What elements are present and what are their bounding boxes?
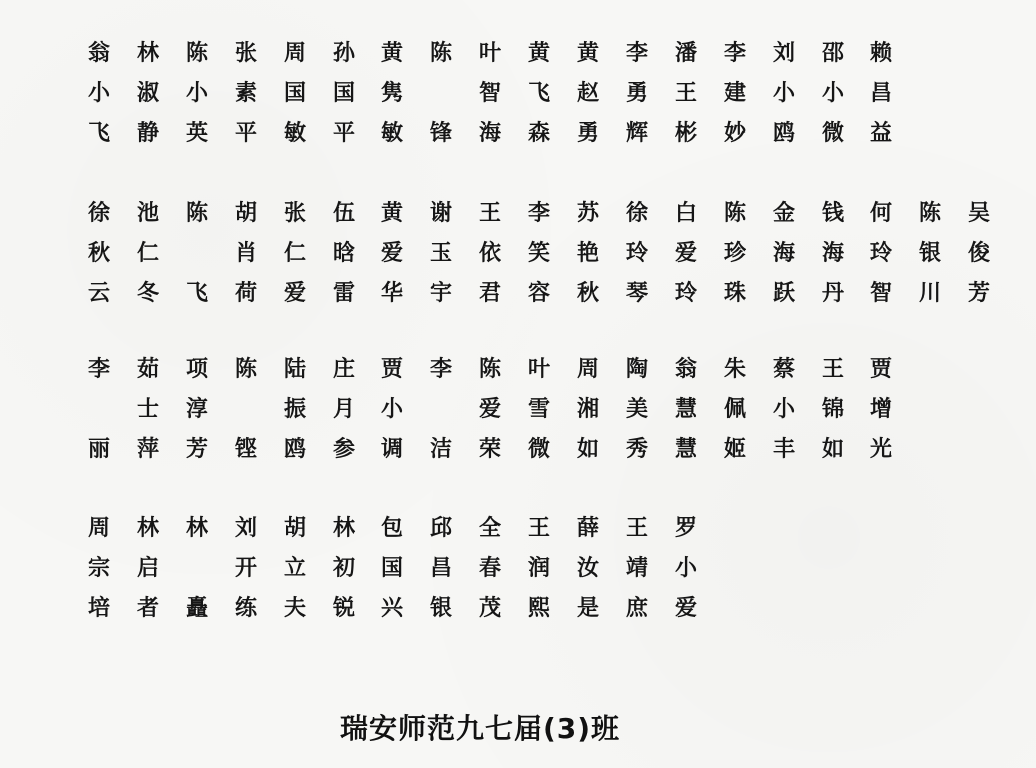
name-character: 夫 — [283, 596, 306, 621]
name-character: 勇 — [625, 81, 648, 106]
name-character: 练 — [234, 596, 257, 621]
name-character: 贾 — [869, 357, 892, 382]
name-character: 丰 — [772, 437, 795, 462]
name-character: 飞 — [527, 81, 550, 106]
name-character: 徐 — [625, 201, 648, 226]
name-character: 黄 — [380, 41, 403, 66]
name-character: 池 — [136, 201, 159, 226]
name-character: 黄 — [380, 201, 403, 226]
name-character: 秋 — [87, 241, 110, 266]
name-character: 孙 — [332, 41, 355, 66]
name-character: 智 — [869, 281, 892, 306]
name-character: 荣 — [478, 437, 501, 462]
name-character: 肖 — [234, 241, 257, 266]
name-character: 笑 — [527, 241, 550, 266]
name-character: 刘 — [234, 516, 257, 541]
name-character: 李 — [723, 41, 746, 66]
name-character: 仁 — [136, 241, 159, 266]
name-character: 宗 — [87, 556, 110, 581]
name-character: 微 — [821, 121, 844, 146]
name-character: 润 — [527, 556, 550, 581]
name-character: 谢 — [429, 201, 452, 226]
name-character: 白 — [674, 201, 697, 226]
name-character: 张 — [234, 41, 257, 66]
name-character: 洁 — [429, 437, 452, 462]
name-character: 罗 — [674, 516, 697, 541]
name-character: 益 — [869, 121, 892, 146]
name-character: 彬 — [674, 121, 697, 146]
name-character: 国 — [283, 81, 306, 106]
name-character: 邱 — [429, 516, 452, 541]
name-character: 者 — [136, 596, 159, 621]
name-character: 云 — [87, 281, 110, 306]
name-character: 蔡 — [772, 357, 795, 382]
name-character: 胡 — [283, 516, 306, 541]
name-character: 萍 — [136, 437, 159, 462]
name-character: 李 — [429, 357, 452, 382]
name-character: 潘 — [674, 41, 697, 66]
name-character: 慧 — [674, 397, 697, 422]
name-character: 小 — [772, 81, 795, 106]
name-character: 矗 — [185, 596, 208, 621]
name-character: 李 — [625, 41, 648, 66]
name-character: 月 — [332, 397, 355, 422]
name-character: 湘 — [576, 397, 599, 422]
name-character: 丹 — [821, 281, 844, 306]
name-character: 翁 — [87, 41, 110, 66]
name-character: 徐 — [87, 201, 110, 226]
name-character: 熙 — [527, 596, 550, 621]
name-character: 银 — [429, 596, 452, 621]
name-character: 雪 — [527, 397, 550, 422]
name-character: 川 — [918, 281, 941, 306]
name-character: 小 — [821, 81, 844, 106]
name-character: 依 — [478, 241, 501, 266]
name-character: 隽 — [380, 81, 403, 106]
name-character: 陈 — [429, 41, 452, 66]
name-character: 平 — [332, 121, 355, 146]
name-character: 开 — [234, 556, 257, 581]
name-character: 翁 — [674, 357, 697, 382]
name-character: 海 — [821, 241, 844, 266]
name-character: 琴 — [625, 281, 648, 306]
name-character: 如 — [821, 437, 844, 462]
name-character: 何 — [869, 201, 892, 226]
name-character: 陶 — [625, 357, 648, 382]
name-character: 调 — [380, 437, 403, 462]
name-character: 张 — [283, 201, 306, 226]
name-character: 君 — [478, 281, 501, 306]
name-character: 微 — [527, 437, 550, 462]
name-character: 金 — [772, 201, 795, 226]
name-character: 立 — [283, 556, 306, 581]
name-character: 锦 — [821, 397, 844, 422]
name-character: 昌 — [869, 81, 892, 106]
name-character: 淑 — [136, 81, 159, 106]
name-character: 爱 — [283, 281, 306, 306]
name-character: 海 — [478, 121, 501, 146]
name-character: 启 — [136, 556, 159, 581]
name-character: 妙 — [723, 121, 746, 146]
name-character: 薛 — [576, 516, 599, 541]
name-character: 周 — [283, 41, 306, 66]
name-character: 吴 — [967, 201, 990, 226]
name-character: 陈 — [723, 201, 746, 226]
name-character: 胡 — [234, 201, 257, 226]
name-character: 静 — [136, 121, 159, 146]
name-character: 培 — [87, 596, 110, 621]
name-character: 小 — [87, 81, 110, 106]
name-character: 王 — [478, 201, 501, 226]
name-character: 小 — [185, 81, 208, 106]
name-character: 华 — [380, 281, 403, 306]
name-character: 叶 — [527, 357, 550, 382]
name-character: 英 — [185, 121, 208, 146]
name-character: 玉 — [429, 241, 452, 266]
name-character: 鸥 — [283, 437, 306, 462]
name-character: 叶 — [478, 41, 501, 66]
name-character: 佩 — [723, 397, 746, 422]
name-character: 秀 — [625, 437, 648, 462]
name-character: 银 — [918, 241, 941, 266]
name-character: 林 — [136, 41, 159, 66]
name-character: 陆 — [283, 357, 306, 382]
name-character: 芳 — [967, 281, 990, 306]
name-character: 玲 — [869, 241, 892, 266]
name-character: 飞 — [185, 281, 208, 306]
name-character: 黄 — [527, 41, 550, 66]
name-character: 敏 — [283, 121, 306, 146]
name-character: 铿 — [234, 437, 257, 462]
name-character: 俊 — [967, 241, 990, 266]
name-character: 国 — [380, 556, 403, 581]
name-character: 周 — [576, 357, 599, 382]
name-character: 锋 — [429, 121, 452, 146]
name-character: 小 — [380, 397, 403, 422]
name-character: 林 — [332, 516, 355, 541]
name-character: 钱 — [821, 201, 844, 226]
name-character: 邵 — [821, 41, 844, 66]
name-character: 容 — [527, 281, 550, 306]
name-character: 森 — [527, 121, 550, 146]
name-character: 陈 — [918, 201, 941, 226]
name-character: 爱 — [478, 397, 501, 422]
name-character: 振 — [283, 397, 306, 422]
name-character: 敏 — [380, 121, 403, 146]
name-character: 跃 — [772, 281, 795, 306]
name-character: 是 — [576, 596, 599, 621]
name-character: 素 — [234, 81, 257, 106]
name-character: 宇 — [429, 281, 452, 306]
name-character: 包 — [380, 516, 403, 541]
name-character: 士 — [136, 397, 159, 422]
name-character: 林 — [185, 516, 208, 541]
name-character: 昌 — [429, 556, 452, 581]
name-character: 李 — [527, 201, 550, 226]
name-character: 小 — [674, 556, 697, 581]
name-character: 美 — [625, 397, 648, 422]
name-character: 小 — [772, 397, 795, 422]
name-character: 伍 — [332, 201, 355, 226]
name-character: 茹 — [136, 357, 159, 382]
name-character: 锐 — [332, 596, 355, 621]
name-character: 庄 — [332, 357, 355, 382]
name-character: 陈 — [478, 357, 501, 382]
name-character: 姬 — [723, 437, 746, 462]
name-character: 光 — [869, 437, 892, 462]
name-character: 爱 — [674, 241, 697, 266]
name-character: 庶 — [625, 596, 648, 621]
name-character: 珠 — [723, 281, 746, 306]
name-character: 国 — [332, 81, 355, 106]
name-character: 陈 — [185, 41, 208, 66]
name-character: 飞 — [87, 121, 110, 146]
name-character: 朱 — [723, 357, 746, 382]
name-character: 海 — [772, 241, 795, 266]
name-character: 汝 — [576, 556, 599, 581]
name-character: 初 — [332, 556, 355, 581]
name-character: 黄 — [576, 41, 599, 66]
name-character: 勇 — [576, 121, 599, 146]
name-character: 贾 — [380, 357, 403, 382]
name-character: 平 — [234, 121, 257, 146]
name-character: 智 — [478, 81, 501, 106]
name-character: 陈 — [185, 201, 208, 226]
name-character: 茂 — [478, 596, 501, 621]
name-character: 林 — [136, 516, 159, 541]
name-character: 周 — [87, 516, 110, 541]
class-caption: 瑞安师范九七届(3)班 — [339, 712, 621, 745]
name-character: 建 — [723, 81, 746, 106]
name-character: 爱 — [674, 596, 697, 621]
name-character: 增 — [869, 397, 892, 422]
name-character: 慧 — [674, 437, 697, 462]
name-character: 雷 — [332, 281, 355, 306]
name-character: 春 — [478, 556, 501, 581]
name-character: 晗 — [332, 241, 355, 266]
name-character: 王 — [625, 516, 648, 541]
name-character: 荷 — [234, 281, 257, 306]
name-character: 赵 — [576, 81, 599, 106]
name-character: 珍 — [723, 241, 746, 266]
name-character: 参 — [332, 437, 355, 462]
name-character: 丽 — [87, 437, 110, 462]
name-character: 王 — [674, 81, 697, 106]
name-character: 冬 — [136, 281, 159, 306]
name-character: 艳 — [576, 241, 599, 266]
name-character: 鸥 — [772, 121, 795, 146]
name-character: 项 — [185, 357, 208, 382]
name-character: 爱 — [380, 241, 403, 266]
name-character: 王 — [821, 357, 844, 382]
name-character: 刘 — [772, 41, 795, 66]
name-character: 兴 — [380, 596, 403, 621]
name-character: 赖 — [869, 41, 892, 66]
name-character: 靖 — [625, 556, 648, 581]
name-character: 秋 — [576, 281, 599, 306]
name-character: 王 — [527, 516, 550, 541]
name-character: 陈 — [234, 357, 257, 382]
name-character: 辉 — [625, 121, 648, 146]
name-character: 李 — [87, 357, 110, 382]
name-character: 仁 — [283, 241, 306, 266]
name-character: 芳 — [185, 437, 208, 462]
name-character: 苏 — [576, 201, 599, 226]
name-character: 玲 — [625, 241, 648, 266]
name-character: 全 — [478, 516, 501, 541]
name-character: 如 — [576, 437, 599, 462]
name-character: 玲 — [674, 281, 697, 306]
name-character: 淳 — [185, 397, 208, 422]
